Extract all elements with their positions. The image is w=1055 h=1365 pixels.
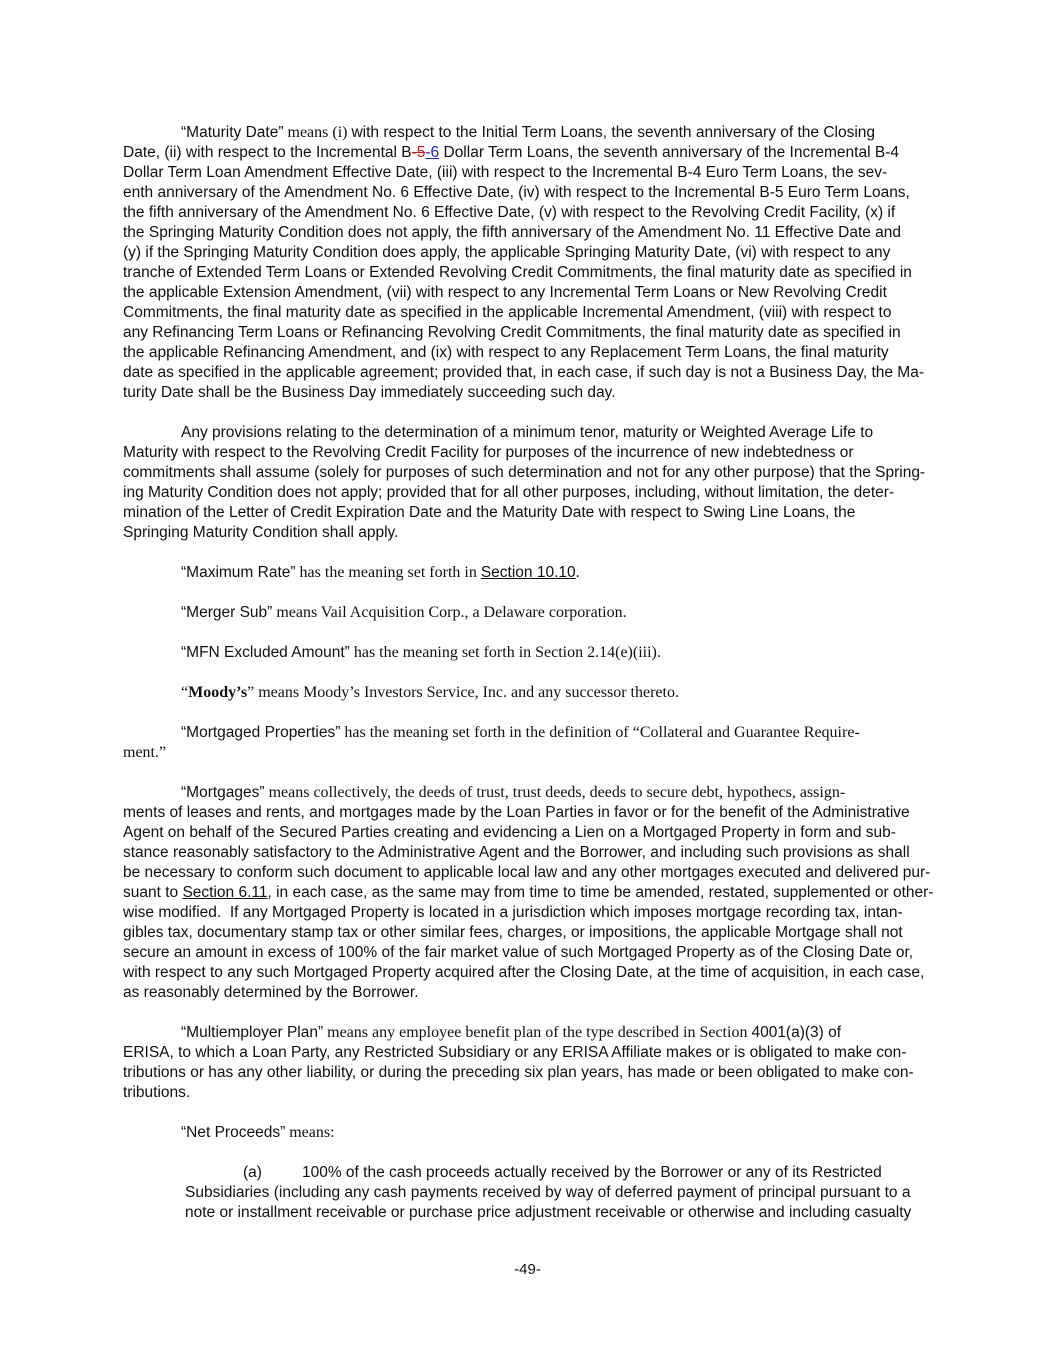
text-line xyxy=(123,983,935,1003)
text-line xyxy=(123,383,935,403)
text-line xyxy=(123,563,935,583)
text-run: enth anniversary of the Amendment No. 6 Effective Date, (iv) with respect to the Incremental B-5 Euro Term Loans, xyxy=(123,184,910,201)
document-body xyxy=(123,123,935,1243)
text-run: date as specified in the applicable agreement; provided that, in each case, if such day is not a Business Day, the Ma- xyxy=(123,364,925,381)
text-line xyxy=(123,483,935,503)
definition-mfn-excluded-amount xyxy=(123,643,935,663)
text-run: the applicable Refinancing Amendment, and (ix) with respect to any Replacement Term Loans, the final maturity xyxy=(123,344,889,361)
text-run: “Mortgages” xyxy=(181,784,265,801)
text-line xyxy=(185,1163,935,1183)
text-line xyxy=(123,603,935,623)
text-line xyxy=(123,163,935,183)
text-line xyxy=(123,523,935,543)
defined-term: Moody’s xyxy=(188,684,248,701)
text-line xyxy=(123,783,935,803)
text-run: Commitments, the final maturity date as specified in the applicable Incremental Amendment, (viii) with respect to xyxy=(123,304,892,321)
text-run: be necessary to conform such document to applicable local law and any other mortgages executed and delivered pur- xyxy=(123,864,931,881)
text-run: commitments shall assume (solely for purposes of such determination and not for any other purpose) that the Spring- xyxy=(123,464,926,481)
text-run: means (i) xyxy=(283,124,352,141)
text-run: . xyxy=(575,564,580,581)
definition-mortgages xyxy=(123,783,935,1003)
text-run: (a) xyxy=(243,1164,262,1181)
text-line xyxy=(123,863,935,883)
text-line xyxy=(123,343,935,363)
text-run: ments of leases and rents, and mortgages made by the Loan Parties in favor or for the benefit of the Administrative xyxy=(123,804,910,821)
text-run: the Springing Maturity Condition does not apply, the fifth anniversary of the Amendment No. 11 Effective Date and xyxy=(123,224,902,241)
text-run: “Multiemployer Plan” xyxy=(181,1024,324,1041)
text-line xyxy=(123,363,935,383)
text-run: turity Date shall be the Business Day immediately succeeding such day. xyxy=(123,384,616,401)
text-line xyxy=(123,1023,935,1043)
section-reference: Section 10.10 xyxy=(480,564,576,581)
paragraph-springing-maturity-provisions xyxy=(123,423,935,543)
text-run: secure an amount in excess of 100% of the fair market value of such Mortgaged Property as of the Closing Date or, xyxy=(123,944,914,961)
text-run: “MFN Excluded Amount” xyxy=(181,644,350,661)
page-number: -49- xyxy=(514,1261,541,1278)
text-run: Maturity with respect to the Revolving Credit Facility for purposes of the incurrence of new indebtedness or xyxy=(123,444,854,461)
text-run: “Maximum Rate” xyxy=(181,564,296,581)
text-run: “Merger Sub” xyxy=(181,604,273,621)
text-run: “Mortgaged Properties” xyxy=(181,724,341,741)
text-run: has the meaning set forth in the definition of “Collateral and Guarantee Require- xyxy=(340,724,860,741)
text-run: has the meaning set forth in Section 2.14(e)(iii). xyxy=(349,644,661,661)
text-run: Agent on behalf of the Secured Parties creating and evidencing a Lien on a Mortgaged Property in form and sub- xyxy=(123,824,896,841)
text-run: suant to xyxy=(123,884,183,901)
text-run: “Net Proceeds” xyxy=(181,1124,286,1141)
text-line xyxy=(123,503,935,523)
text-line xyxy=(123,1063,935,1083)
text-run: ” xyxy=(247,684,259,701)
text-line xyxy=(123,843,935,863)
text-run: mination of the Letter of Credit Expiration Date and the Maturity Date with respect to Swing Line Loans, the xyxy=(123,504,856,521)
text-line xyxy=(123,1123,935,1143)
text-run: tranche of Extended Term Loans or Extended Revolving Credit Commitments, the final maturity date as specified in xyxy=(123,264,912,281)
text-run: 100% of the cash proceeds actually received by the Borrower or any of its Restricted xyxy=(301,1164,882,1181)
text-run: note or installment receivable or purchase price adjustment receivable or otherwise and including casualty xyxy=(185,1204,912,1221)
text-line xyxy=(123,1083,935,1103)
definition-moodys xyxy=(123,683,935,703)
text-run: stance reasonably satisfactory to the Administrative Agent and the Borrower, and including such provisions as shall xyxy=(123,844,910,861)
text-run: Dollar Term Loan Amendment Effective Date, (iii) with respect to the Incremental B-4 Euro Term Loans, the sev- xyxy=(123,164,888,181)
text-run: the fifth anniversary of the Amendment No. 6 Effective Date, (v) with respect to the Revolving Credit Facility, (x) if xyxy=(123,204,896,221)
text-run: ERISA, to which a Loan Party, any Restricted Subsidiary or any ERISA Affiliate makes or is obligated to make con- xyxy=(123,1044,907,1061)
text-line xyxy=(123,923,935,943)
redline-inserted-text: -6 xyxy=(425,144,440,161)
definition-mortgaged-properties xyxy=(123,723,935,763)
text-line xyxy=(123,683,935,703)
text-line xyxy=(123,803,935,823)
text-run: “Maturity Date” xyxy=(181,124,284,141)
text-run: wise modified. If any Mortgaged Property is located in a jurisdiction which imposes mortgage recording tax, intan- xyxy=(123,904,903,921)
clause-net-proceeds-a xyxy=(185,1163,935,1223)
text-run: 4001(a)(3) of xyxy=(751,1024,842,1041)
text-run: any Refinancing Term Loans or Refinancing Revolving Credit Commitments, the final maturity date as specified in xyxy=(123,324,901,341)
text-line xyxy=(123,243,935,263)
text-run: Springing Maturity Condition shall apply. xyxy=(123,524,399,541)
text-line xyxy=(123,963,935,983)
text-run: has the meaning set forth in xyxy=(295,564,481,581)
definition-multiemployer-plan xyxy=(123,1023,935,1103)
text-line xyxy=(123,303,935,323)
text-run: means any employee benefit plan of the type described in Section xyxy=(323,1024,752,1041)
section-reference: Section 6.11 xyxy=(182,884,268,901)
text-line xyxy=(123,203,935,223)
text-run: ment.” xyxy=(123,744,167,761)
text-line xyxy=(185,1203,935,1223)
text-run: as reasonably determined by the Borrower. xyxy=(123,984,419,1001)
text-line xyxy=(123,883,935,903)
text-line xyxy=(123,463,935,483)
text-run: gibles tax, documentary stamp tax or other similar fees, charges, or impositions, the applicable Mortgage shall not xyxy=(123,924,903,941)
text-run: tributions. xyxy=(123,1084,191,1101)
text-line xyxy=(123,743,935,763)
text-run: tributions or has any other liability, or during the preceding six plan years, has made or been obligated to make con- xyxy=(123,1064,914,1081)
text-run: with respect to the Initial Term Loans, the seventh anniversary of the Closing xyxy=(351,124,876,141)
definition-maximum-rate xyxy=(123,563,935,583)
text-run: means Vail Acquisition Corp., a Delaware corporation. xyxy=(272,604,627,621)
text-run: , in each case, as the same may from time to time be amended, restated, supplemented or other- xyxy=(267,884,934,901)
text-line xyxy=(123,943,935,963)
definition-maturity-date xyxy=(123,123,935,403)
text-line xyxy=(123,283,935,303)
text-line xyxy=(123,643,935,663)
text-run: means: xyxy=(285,1124,335,1141)
text-run: “ xyxy=(181,684,189,701)
text-run: means collectively, the deeds of trust, trust deeds, deeds to secure debt, hypothecs, assign- xyxy=(264,784,846,801)
page-footer xyxy=(0,1260,1055,1280)
definition-merger-sub xyxy=(123,603,935,623)
text-line xyxy=(123,423,935,443)
text-line xyxy=(123,723,935,743)
text-line xyxy=(123,823,935,843)
text-run: the applicable Extension Amendment, (vii) with respect to any Incremental Term Loans or New Revolving Credit xyxy=(123,284,887,301)
text-run: Any provisions relating to the determination of a minimum tenor, maturity or Weighted Average Life to xyxy=(181,424,874,441)
text-line xyxy=(123,223,935,243)
text-run: Dollar Term Loans, the seventh anniversary of the Incremental B-4 xyxy=(439,144,899,161)
text-run: with respect to any such Mortgaged Property acquired after the Closing Date, at the time of acquisition, in each case, xyxy=(123,964,925,981)
text-line xyxy=(185,1183,935,1203)
text-line xyxy=(123,1043,935,1063)
text-line xyxy=(123,123,935,143)
text-run: ing Maturity Condition does not apply; provided that for all other purposes, including, without limitation, the deter- xyxy=(123,484,895,501)
text-line xyxy=(123,263,935,283)
text-line xyxy=(123,183,935,203)
definition-net-proceeds xyxy=(123,1123,935,1143)
text-line xyxy=(123,903,935,923)
redline-deleted-text: -5 xyxy=(411,144,426,161)
text-line xyxy=(123,323,935,343)
text-run: (y) if the Springing Maturity Condition does apply, the applicable Springing Maturity Date, (vi) with respect to any xyxy=(123,244,891,261)
text-line xyxy=(123,443,935,463)
text-run: Subsidiaries (including any cash payments received by way of deferred payment of principal pursuant to a xyxy=(185,1184,911,1201)
text-run: means Moody’s Investors Service, Inc. and any successor thereto. xyxy=(258,684,679,701)
text-line xyxy=(123,143,935,163)
text-run: Date, (ii) with respect to the Incremental B xyxy=(123,144,412,161)
